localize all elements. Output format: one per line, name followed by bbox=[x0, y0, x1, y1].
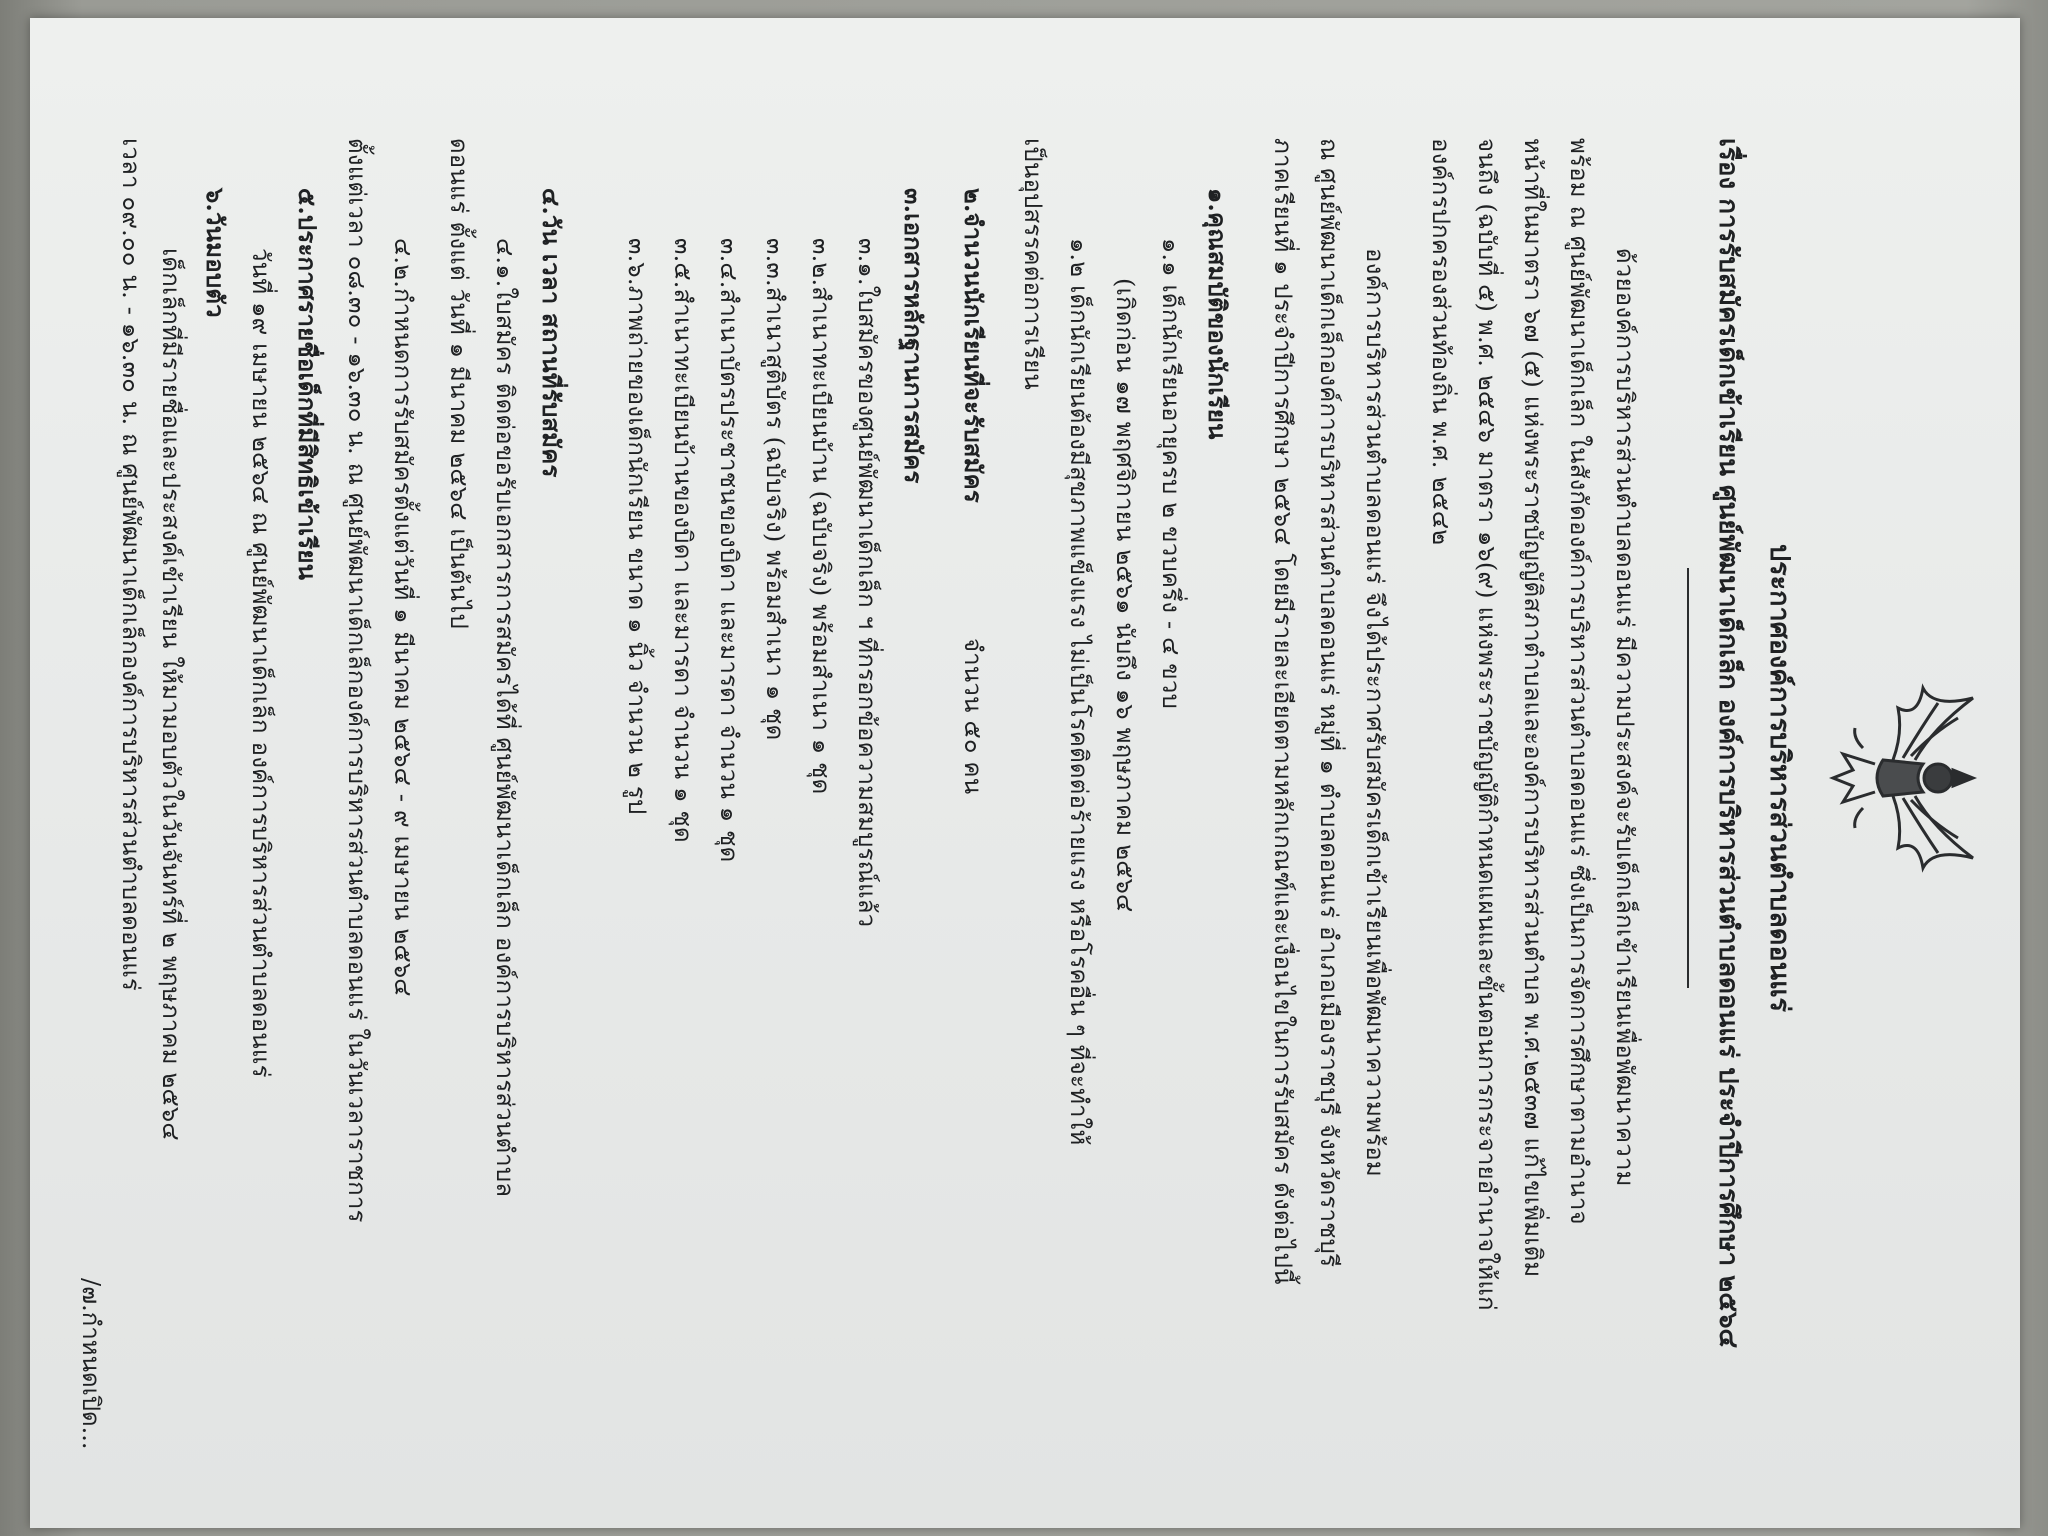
section-3-item-4: ๓.๔.สำเนาบัตรประชาชนของบิดา และมารดา จำนวน ๑ ชุด bbox=[715, 238, 743, 863]
section-3-heading: ๓.เอกสารหลักฐานการสมัคร bbox=[899, 188, 928, 484]
section-4-heading: ๔.วัน เวลา สถานที่รับสมัคร bbox=[537, 188, 566, 478]
intro-paragraph-1-line-4: จนถึง (ฉบับที่ ๕) พ.ศ. ๒๕๔๖ มาตรา ๑๖(๙) แห่งพระราชบัญญัติกำหนดแผนและขั้นตอนการกระจายอำนาจให้แก่ bbox=[1473, 138, 1501, 1311]
continued-note: /๗.กำหนดเปิด... bbox=[77, 1278, 105, 1450]
document-subject: เรื่อง การรับสมัครเด็กเข้าเรียน ศูนย์พัฒนาเด็กเล็ก องค์การบริหารส่วนตำบลดอนแร่ ประจำปีการศึกษา ๒๕๖๔ bbox=[1713, 138, 1743, 1349]
intro-paragraph-1-line-1: ด้วยองค์การบริหารส่วนตำบลดอนแร่ มีความประสงค์จะรับเด็กเล็กเข้าเรียนเพื่อพัฒนาความ bbox=[1611, 248, 1639, 1187]
intro-paragraph-2-line-1: องค์การบริหารส่วนตำบลดอนแร่ จึงได้ประกาศรับสมัครเด็กเข้าเรียนเพื่อพัฒนาความพร้อม bbox=[1361, 248, 1389, 1177]
section-3-item-2: ๓.๒.สำเนาทะเบียนบ้าน (ฉบับจริง) พร้อมสำเนา ๑ ชุด bbox=[807, 238, 835, 795]
intro-paragraph-2-line-2: ณ ศูนย์พัฒนาเด็กเล็กองค์การบริหารส่วนตำบลดอนแร่ หมู่ที่ ๑ ตำบลดอนแร่ อำเภอเมืองราชบุรี จังหวัดราชบุรี bbox=[1315, 138, 1343, 1268]
section-6-line-2: เวลา ๐๙.๐๐ น. - ๑๖.๓๐ น. ณ ศูนย์พัฒนาเด็กเล็กองค์การบริหารส่วนตำบลดอนแร่ bbox=[117, 138, 145, 991]
document-title: ประกาศองค์การบริหารส่วนตำบลดอนแร่ bbox=[1764, 544, 1795, 1012]
section-5-heading: ๕.ประกาศรายชื่อเด็กที่มีสิทธิเข้าเรียน bbox=[293, 188, 322, 581]
section-1-item-2-line-2: เป็นอุปสรรคต่อการเรียน bbox=[1019, 138, 1047, 391]
header-divider bbox=[1687, 568, 1689, 988]
document-paper bbox=[30, 18, 2020, 1528]
document-page-rotated bbox=[77, 78, 2007, 1478]
intro-paragraph-2-line-3: ภาคเรียนที่ ๑ ประจำปีการศึกษา ๒๕๖๔ โดยมีรายละเอียดตามหลักเกณฑ์และเงื่อนไขในการรับสมัคร ดังต่อไปนี้ bbox=[1269, 138, 1297, 1285]
intro-paragraph-1-line-2: พร้อม ณ ศูนย์พัฒนาเด็กเล็ก ในสังกัดองค์การบริหารส่วนตำบลดอนแร่ ซึ่งเป็นการจัดการศึกษาตามอำนาจ bbox=[1565, 138, 1593, 1225]
section-1-heading: ๑.คุณสมบัติของนักเรียน bbox=[1203, 188, 1232, 440]
section-4-item-1-line-2: ดอนแร่ ตั้งแต่ วันที่ ๑ มีนาคม ๒๕๖๔ เป็นต้นไป bbox=[445, 138, 473, 629]
section-3-item-6: ๓.๖.ภาพถ่ายของเด็กนักเรียน ขนาด ๑ นิ้ว จำนวน ๒ รูป bbox=[623, 238, 651, 815]
section-1-item-1-detail: (เกิดก่อน ๑๗ พฤศจิกายน ๒๕๖๑ นับถึง ๑๖ พฤษภาคม ๒๕๖๔ bbox=[1111, 278, 1139, 913]
section-4-item-2-line-2: ตั้งแต่เวลา ๐๘.๓๐ - ๑๖.๓๐ น. ณ ศูนย์พัฒนาเด็กเล็กองค์การบริหารส่วนตำบลดอนแร่ ในวันเวลาราชการ bbox=[343, 138, 371, 1223]
section-3-item-1: ๓.๑.ใบสมัครของศูนย์พัฒนาเด็กเล็ก ฯ ที่กรอกข้อความสมบูรณ์แล้ว bbox=[853, 238, 881, 928]
section-4-item-1-line-1: ๔.๑.ใบสมัคร ติดต่อขอรับเอกสารการสมัครได้ที่ ศูนย์พัฒนาเด็กเล็ก องค์การบริหารส่วนตำบล bbox=[491, 238, 519, 1198]
section-6-line-1: เด็กเล็กที่มีรายชื่อและประสงค์เข้าเรียน ให้มามอบตัวในวันจันทร์ที่ ๒ พฤษภาคม ๒๕๖๔ bbox=[157, 248, 185, 1141]
section-1-item-2-line-1: ๑.๒ เด็กนักเรียนต้องมีสุขภาพแข็งแรง ไม่เป็นโรคติดต่อร้ายแรง หรือโรคอื่น ๆ ที่จะทำให้ bbox=[1065, 238, 1093, 1146]
section-1-item-1: ๑.๑ เด็กนักเรียนอายุครบ ๒ ขวบครึ่ง - ๔ ขวบ bbox=[1157, 238, 1185, 710]
section-5-line-1: วันที่ ๑๙ เมษายน ๒๕๖๔ ณ ศูนย์พัฒนาเด็กเล็ก องค์การบริหารส่วนตำบลดอนแร่ bbox=[247, 248, 275, 1078]
intro-paragraph-1-line-5: องค์กรปกครองส่วนท้องถิ่น พ.ศ. ๒๕๔๒ bbox=[1427, 138, 1455, 546]
section-3-item-3: ๓.๓.สำเนาสูติบัตร (ฉบับจริง) พร้อมสำเนา ๑ ชุด bbox=[761, 238, 789, 741]
section-2-heading: ๒.จำนวนนักเรียนที่จะรับสมัคร bbox=[959, 188, 988, 504]
section-2-count: จำนวน ๕๐ คน bbox=[959, 638, 987, 795]
section-4-item-2-line-1: ๔.๒.กำหนดการรับสมัครตั้งแต่วันที่ ๑ มีนาคม ๒๕๖๔ - ๙ เมษายน ๒๕๖๔ bbox=[389, 238, 417, 997]
intro-paragraph-1-line-3: หน้าที่ในมาตรา ๖๗ (๕) แห่งพระราชบัญญัติสภาตำบลและองค์การบริหารส่วนตำบล พ.ศ.๒๕๓๗ แก้ไขเพิ่มเติม bbox=[1519, 138, 1547, 1278]
garuda-emblem-icon bbox=[1828, 678, 1993, 878]
section-6-heading: ๖.วันมอบตัว bbox=[201, 188, 230, 318]
section-3-item-5: ๓.๕.สำเนาทะเบียนบ้านของบิดา และมารดา จำนวน ๑ ชุด bbox=[669, 238, 697, 843]
